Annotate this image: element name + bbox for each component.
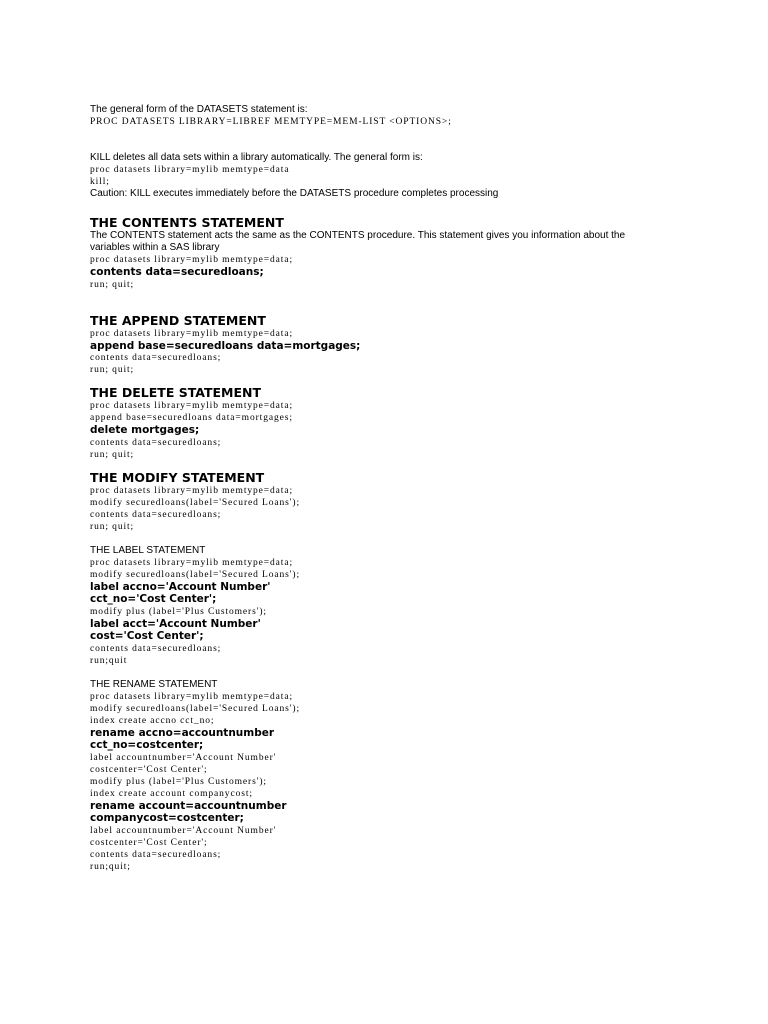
- code-line: label accountnumber='Account Number': [90, 825, 277, 836]
- code-line: proc datasets library=mylib memtype=data;: [90, 485, 293, 496]
- highlighted-code-line: contents data=securedloans;: [90, 266, 264, 278]
- kill-text: KILL deletes all data sets within a library automatically. The general form is:: [90, 152, 423, 163]
- intro-text: The general form of the DATASETS statement is:: [90, 104, 308, 115]
- highlighted-code-line: cct_no='Cost Center';: [90, 593, 217, 605]
- kill-code-line: proc datasets library=mylib memtype=data: [90, 165, 290, 175]
- highlighted-code-line: companycost=costcenter;: [90, 812, 244, 824]
- code-line: contents data=securedloans;: [90, 437, 222, 448]
- section-heading: THE APPEND STATEMENT: [90, 312, 266, 328]
- code-line: modify securedloans(label='Secured Loans');: [90, 569, 300, 580]
- intro-code: PROC DATASETS LIBRARY=LIBREF MEMTYPE=MEM-LIST <OPTIONS>;: [90, 117, 452, 127]
- datasets-intro-section: [90, 104, 650, 128]
- code-line: run; quit;: [90, 521, 135, 532]
- code-line: contents data=securedloans;: [90, 509, 222, 520]
- rename-section: [90, 679, 650, 873]
- contents-section: [90, 216, 650, 291]
- code-line: proc datasets library=mylib memtype=data;: [90, 691, 293, 702]
- section-heading: THE MODIFY STATEMENT: [90, 469, 265, 485]
- kill-caution: Caution: KILL executes immediately before the DATASETS procedure completes processing: [90, 188, 499, 199]
- section-heading: THE RENAME STATEMENT: [90, 678, 218, 690]
- section-heading: THE LABEL STATEMENT: [90, 544, 206, 556]
- code-line: label accountnumber='Account Number': [90, 752, 277, 763]
- highlighted-code-line: cost='Cost Center';: [90, 630, 204, 642]
- append-section: [90, 314, 650, 377]
- code-line: costcenter='Cost Center';: [90, 837, 208, 848]
- code-line: index create account companycost;: [90, 788, 253, 799]
- code-line: modify plus (label='Plus Customers');: [90, 776, 267, 787]
- document-body: [90, 104, 650, 873]
- code-line: modify plus (label='Plus Customers');: [90, 606, 267, 617]
- code-line: costcenter='Cost Center';: [90, 764, 208, 775]
- highlighted-code-line: cct_no=costcenter;: [90, 739, 204, 751]
- code-line: modify securedloans(label='Secured Loans');: [90, 703, 300, 714]
- highlighted-code-line: rename account=accountnumber: [90, 799, 287, 812]
- code-line: run; quit;: [90, 365, 135, 375]
- highlighted-code-line: rename accno=accountnumber: [90, 726, 275, 739]
- code-line: contents data=securedloans;: [90, 353, 222, 363]
- code-line: run;quit: [90, 655, 128, 666]
- code-line: proc datasets library=mylib memtype=data;: [90, 557, 293, 568]
- code-line: proc datasets library=mylib memtype=data;: [90, 255, 293, 265]
- highlighted-code-line: delete mortgages;: [90, 424, 200, 436]
- code-line: modify securedloans(label='Secured Loans');: [90, 497, 300, 508]
- label-section: [90, 545, 650, 667]
- code-line: proc datasets library=mylib memtype=data;: [90, 328, 293, 339]
- highlighted-code-line: append base=securedloans data=mortgages;: [90, 339, 361, 352]
- code-line: append base=securedloans data=mortgages;: [90, 413, 293, 423]
- code-line: run;quit;: [90, 861, 131, 872]
- modify-section: [90, 471, 650, 533]
- code-line: index create accno cct_no;: [90, 715, 215, 726]
- code-line: run; quit;: [90, 279, 135, 290]
- delete-section: [90, 386, 650, 461]
- code-line: run; quit;: [90, 449, 135, 460]
- section-heading: THE DELETE STATEMENT: [90, 385, 262, 400]
- code-line: contents data=securedloans;: [90, 643, 222, 654]
- highlighted-code-line: label accno='Account Number': [90, 580, 271, 593]
- kill-section: [90, 152, 650, 200]
- kill-code-line: kill;: [90, 177, 110, 187]
- highlighted-code-line: label acct='Account Number': [90, 617, 261, 630]
- contents-description: The CONTENTS statement acts the same as the CONTENTS procedure. This statement gives you information about the variables within a SAS library: [90, 230, 626, 253]
- section-heading: THE CONTENTS STATEMENT: [90, 215, 284, 230]
- code-line: proc datasets library=mylib memtype=data;: [90, 401, 293, 411]
- code-line: contents data=securedloans;: [90, 849, 222, 860]
